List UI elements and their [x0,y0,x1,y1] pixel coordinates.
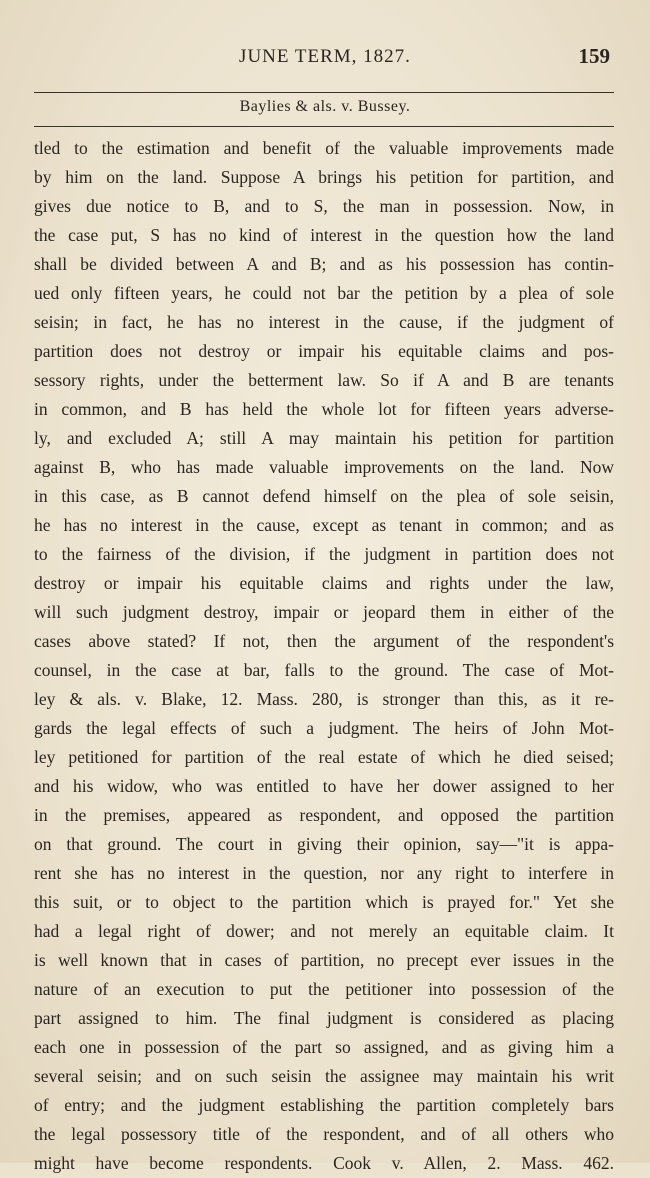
text-line: partition does not destroy or impair his equitable claims and pos- [34,341,614,361]
text-line: the case put, S has no kind of interest in the question how the land [34,225,614,245]
text-line: seisin; in fact, he has no interest in the cause, if the judgment of [34,312,614,332]
text-line: ley & als. v. Blake, 12. Mass. 280, is stronger than this, as it re- [34,689,614,709]
text-line: counsel, in the case at bar, falls to the ground. The case of Mot- [34,660,614,680]
text-line: part assigned to him. The final judgment is considered as placing [34,1008,614,1028]
text-line: against B, who has made valuable improvements on the land. Now [34,457,614,477]
text-line: he has no interest in the cause, except as tenant in common; and as [34,515,614,535]
text-line: rent she has no interest in the question, nor any right to interfere in [34,863,614,883]
text-line: several seisin; and on such seisin the assignee may maintain his writ [34,1066,614,1086]
header-rule-top [34,92,614,93]
text-line: destroy or impair his equitable claims and rights under the law, [34,573,614,593]
text-line: the legal possessory title of the respondent, and of all others who [34,1124,614,1144]
text-line: sessory rights, under the betterment law. So if A and B are tenants [34,370,614,390]
text-line: cases above stated? If not, then the argument of the respondent's [34,631,614,651]
text-line: will such judgment destroy, impair or jeopard them in either of the [34,602,614,622]
text-line: ly, and excluded A; still A may maintain his petition for partition [34,428,614,448]
text-line: gives due notice to B, and to S, the man in possession. Now, in [34,196,614,216]
text-line: on that ground. The court in giving their opinion, say—"it is appa- [34,834,614,854]
text-line: ued only fifteen years, he could not bar the petition by a plea of sole [34,283,614,303]
text-line: had a legal right of dower; and not merely an equitable claim. It [34,921,614,941]
text-line: is well known that in cases of partition, no precept ever issues in the [34,950,614,970]
text-line: in the premises, appeared as respondent, and opposed the partition [34,805,614,825]
header-rule-bottom [34,126,614,127]
text-line: and his widow, who was entitled to have her dower assigned to her [34,776,614,796]
text-line: in this case, as B cannot defend himself on the plea of sole seisin, [34,486,614,506]
running-head [0,40,650,72]
text-line: to the fairness of the division, if the judgment in partition does not [34,544,614,564]
text-line: gards the legal effects of such a judgment. The heirs of John Mot- [34,718,614,738]
body-text [34,134,614,1178]
text-line: of entry; and the judgment establishing the partition completely bars [34,1095,614,1115]
text-line: shall be divided between A and B; and as his possession has contin- [34,254,614,274]
text-line: this suit, or to object to the partition which is prayed for." Yet she [34,892,614,912]
case-caption: Baylies & als. v. Bussey. [239,98,411,115]
text-line: in common, and B has held the whole lot for fifteen years adverse- [34,399,614,419]
text-line: each one in possession of the part so assigned, and as giving him a [34,1037,614,1057]
text-line: tled to the estimation and benefit of the valuable improvements made [34,138,614,158]
running-head-title: JUNE TERM, 1827. [239,46,411,67]
page-number: 159 [578,44,610,68]
text-line: by him on the land. Suppose A brings his petition for partition, and [34,167,614,187]
text-line: nature of an execution to put the petitioner into possession of the [34,979,614,999]
text-line: ley petitioned for partition of the real estate of which he died seised; [34,747,614,767]
text-line: might have become respondents. Cook v. Allen, 2. Mass. 462. [34,1153,614,1173]
